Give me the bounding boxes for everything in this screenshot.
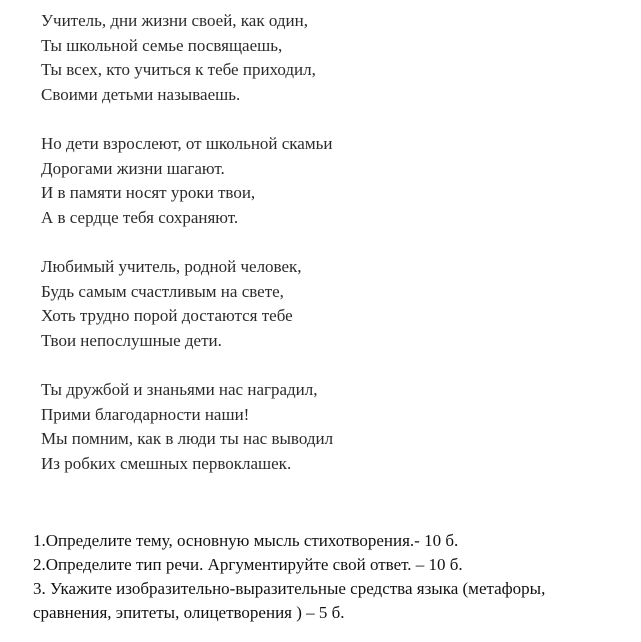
poem-line: Прими благодарности наши! [41, 404, 250, 424]
assignment-item-1: 1.Определите тему, основную мысль стихотворения.- 10 б. [33, 531, 459, 550]
poem-line: Хоть трудно порой достаются тебе [41, 306, 293, 325]
poem-line: Ты дружбой и знаньями нас наградил, [41, 380, 318, 399]
poem-line: Дорогами жизни шагают. [41, 158, 225, 178]
poem-line: Любимый учитель, родной человек, [41, 257, 302, 276]
assignment-item-3-continuation: сравнения, эпитеты, олицетворения ) – 5 б. [33, 603, 345, 622]
poem-line: Будь самым счастливым на свете, [41, 281, 284, 301]
poem-stanza-3 [41, 255, 631, 353]
poem-line: Твои непослушные дети. [41, 330, 222, 350]
poem-stanza-1 [41, 9, 631, 107]
poem-stanza-4 [41, 378, 631, 476]
assignment-list [33, 529, 633, 625]
poem-line: И в памяти носят уроки твои, [41, 183, 256, 202]
poem-line: Из робких смешных первоклашек. [41, 453, 292, 473]
poem-line: Учитель, дни жизни своей, как один, [41, 11, 308, 30]
poem [41, 9, 631, 476]
poem-line: Ты школьной семье посвящаешь, [41, 35, 283, 55]
poem-stanza-2 [41, 132, 631, 230]
poem-line: Ты всех, кто учиться к тебе приходил, [41, 60, 316, 79]
poem-line: Мы помним, как в люди ты нас выводил [41, 429, 334, 448]
poem-line: Своими детьми называешь. [41, 84, 241, 104]
assignment-item-3: 3. Укажите изобразительно-выразительные средства языка (метафоры, [33, 579, 546, 598]
poem-line: Но дети взрослеют, от школьной скамьи [41, 134, 333, 153]
assignment-item-2: 2.Определите тип речи. Аргументируйте свой ответ. – 10 б. [33, 555, 463, 574]
poem-line: А в сердце тебя сохраняют. [41, 207, 239, 227]
